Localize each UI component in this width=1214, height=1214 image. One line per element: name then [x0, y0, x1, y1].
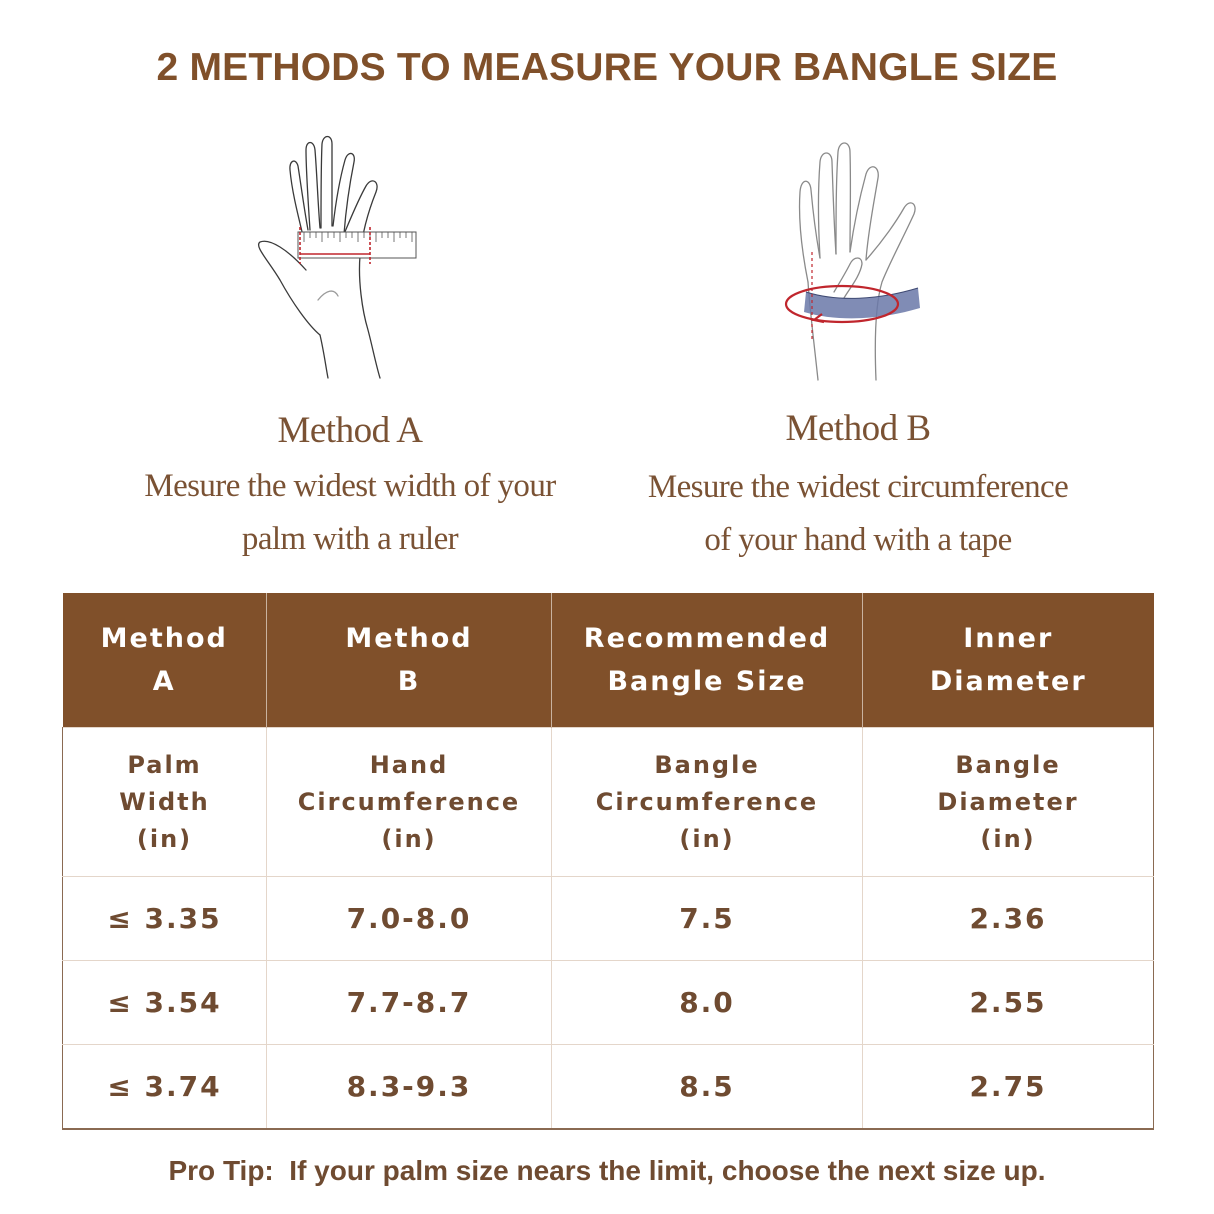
bangle-size-table — [62, 593, 1154, 1130]
cell-hand-circumference: 7.7-8.7 — [267, 961, 552, 1045]
method-b-heading: Method B — [785, 408, 931, 449]
method-a-description — [110, 460, 590, 566]
method-a-desc-line2: palm with a ruler — [241, 521, 459, 557]
cell-inner-diameter: 2.55 — [863, 961, 1154, 1045]
method-b-desc-line1: Mesure the widest circumference — [647, 469, 1069, 505]
method-a-desc-line1: Mesure the widest width of your — [144, 468, 556, 504]
subheader-hand-circumference: Hand Circumference (in) — [267, 728, 552, 877]
method-a-heading: Method A — [277, 410, 423, 451]
cell-palm-width: ≤ 3.35 — [63, 877, 267, 961]
cell-bangle-size: 7.5 — [552, 877, 863, 961]
subheader-bangle-diameter: Bangle Diameter (in) — [863, 728, 1154, 877]
subheader-bangle-circumference: Bangle Circumference (in) — [552, 728, 863, 877]
table-row — [63, 877, 1154, 961]
table-row — [63, 961, 1154, 1045]
hand-with-tape-icon — [778, 132, 928, 382]
hand-with-ruler-icon — [248, 130, 418, 380]
cell-bangle-size: 8.5 — [552, 1045, 863, 1130]
header-method-b: Method B — [267, 593, 552, 728]
header-recommended-size: Recommended Bangle Size — [552, 593, 863, 728]
cell-inner-diameter: 2.75 — [863, 1045, 1154, 1130]
cell-bangle-size: 8.0 — [552, 961, 863, 1045]
cell-palm-width: ≤ 3.54 — [63, 961, 267, 1045]
cell-hand-circumference: 8.3-9.3 — [267, 1045, 552, 1130]
pro-tip: Pro Tip: If your palm size nears the limit, choose the next size up. — [168, 1155, 1046, 1186]
table-subheader-row — [63, 728, 1154, 877]
cell-palm-width: ≤ 3.74 — [63, 1045, 267, 1130]
table-header-row — [63, 593, 1154, 728]
subheader-palm-width: Palm Width (in) — [63, 728, 267, 877]
method-b-desc-line2: of your hand with a tape — [704, 522, 1012, 558]
header-method-a: Method A — [63, 593, 267, 728]
page-title: 2 METHODS TO MEASURE YOUR BANGLE SIZE — [156, 46, 1058, 89]
method-b-description — [615, 461, 1101, 567]
cell-hand-circumference: 7.0-8.0 — [267, 877, 552, 961]
cell-inner-diameter: 2.36 — [863, 877, 1154, 961]
table-row — [63, 1045, 1154, 1130]
header-inner-diameter: Inner Diameter — [863, 593, 1154, 728]
